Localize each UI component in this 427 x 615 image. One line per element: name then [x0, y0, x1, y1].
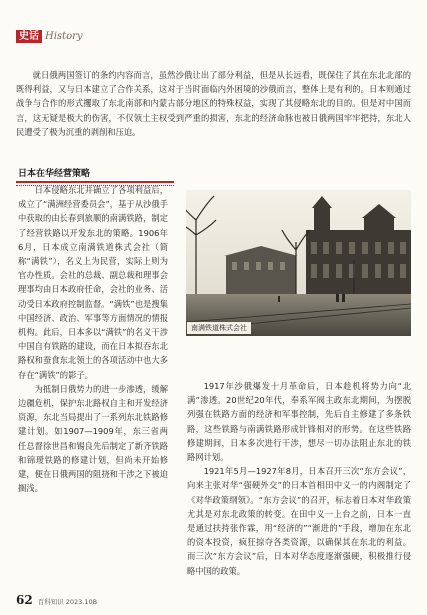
- left-paragraph: 日本侵略东北并确立了各项利益后，成立了“满洲经营委员会”，基于从沙俄手中获取的由长春到旅顺的南满铁路，制定了经营铁路以开发东北的策略。1906年6月，日本成立南满铁道株式会社（简称“满铁”），名义上为民营，实际上则为官办性质。会社的总裁、副总裁和理事会理事均由日本政府任命，会社的业务、活动受日本政府控制监督。“满铁”也是搜集中国经济、政治、军事等方面情况的情报机构。此后，日本多以“满铁”的名义干涉中国自有铁路的建设，而在日本拟吞东北路权和蚕食东北领土的各项活动中也大多存在“满铁”的影子。: [18, 185, 168, 380]
- column-badge: 史话: [16, 30, 42, 43]
- page-footer: [16, 593, 97, 607]
- column-name: History: [45, 31, 83, 42]
- journal-info: 百科知识 2023.10B: [37, 598, 98, 606]
- historical-photo: [186, 190, 411, 336]
- intro-paragraph: 就日俄两国签订的条约内容而言，虽然沙俄让出了部分利益，但是从长远看，既保住了其在东北北部的既得利益，又与日本建立了合作关系，这对于当时面临内外困境的沙俄而言，整体上是有利的。日本则通过战争与合作的形式攫取了东北南部和内蒙古部分地区的特殊权益，实现了其侵略东北的目的。但是对中国而言，这无疑是极大的伤害，不仅领土主权受到严重的损害，东北的经济命脉也被日俄两国牢牢把持，东北人民遭受了极为沉重的剥削和压迫。: [16, 70, 411, 137]
- right-column: [187, 379, 411, 578]
- left-column: [18, 183, 168, 495]
- column-header: [16, 30, 83, 43]
- left-paragraph: 为抵制日俄势力的进一步渗透，缓解边疆危机，保护东北路权自主和开发经济资源，东北当局提出了一系列东北铁路修建计划。如1907—1909年，东三省两任总督徐世昌和锡良先后制定了新齐铁路和锦瑷铁路的修建计划，但尚未开始修建，便在日俄两国的阻挠和干涉之下被迫搁浅。: [18, 383, 168, 494]
- right-paragraph: 1917年沙俄爆发十月革命后，日本趁机将势力向“北满”渗透。20世纪20年代，奉系军阀主政东北期间，为摆脱列强在铁路方面的经济和军事控制，先后自主修建了多条铁路，这些铁路与南满铁路形成针锋相对的形势。在这些铁路修建期间，日本多次进行干涉，想尽一切办法阻止东北的铁路网计划。: [187, 381, 411, 463]
- right-paragraph: 1921年5月—1927年8月，日本召开三次“东方会议”，向来主张对华“强硬外交”的日本首相田中义一的内阁制定了《对华政策纲领》。“东方会议”的召开，标志着日本对华政策尤其是对东北政策的转变。在田中义一上台之前，日本一直是通过扶持张作霖，用“经济的”“渐进的”手段，增加在东北的资本投资，疯狂掠夺各类资源，以确保其在东北的利益。而三次“东方会议”后，日本对华态度逐渐强硬，积极推行侵略中国的政策。: [187, 466, 411, 576]
- section-heading: 日本在华经营策略: [18, 169, 91, 179]
- railway-building-photo: [186, 190, 411, 336]
- page-number: 62: [16, 593, 33, 607]
- photo-caption: 南满铁道株式会社: [187, 322, 251, 334]
